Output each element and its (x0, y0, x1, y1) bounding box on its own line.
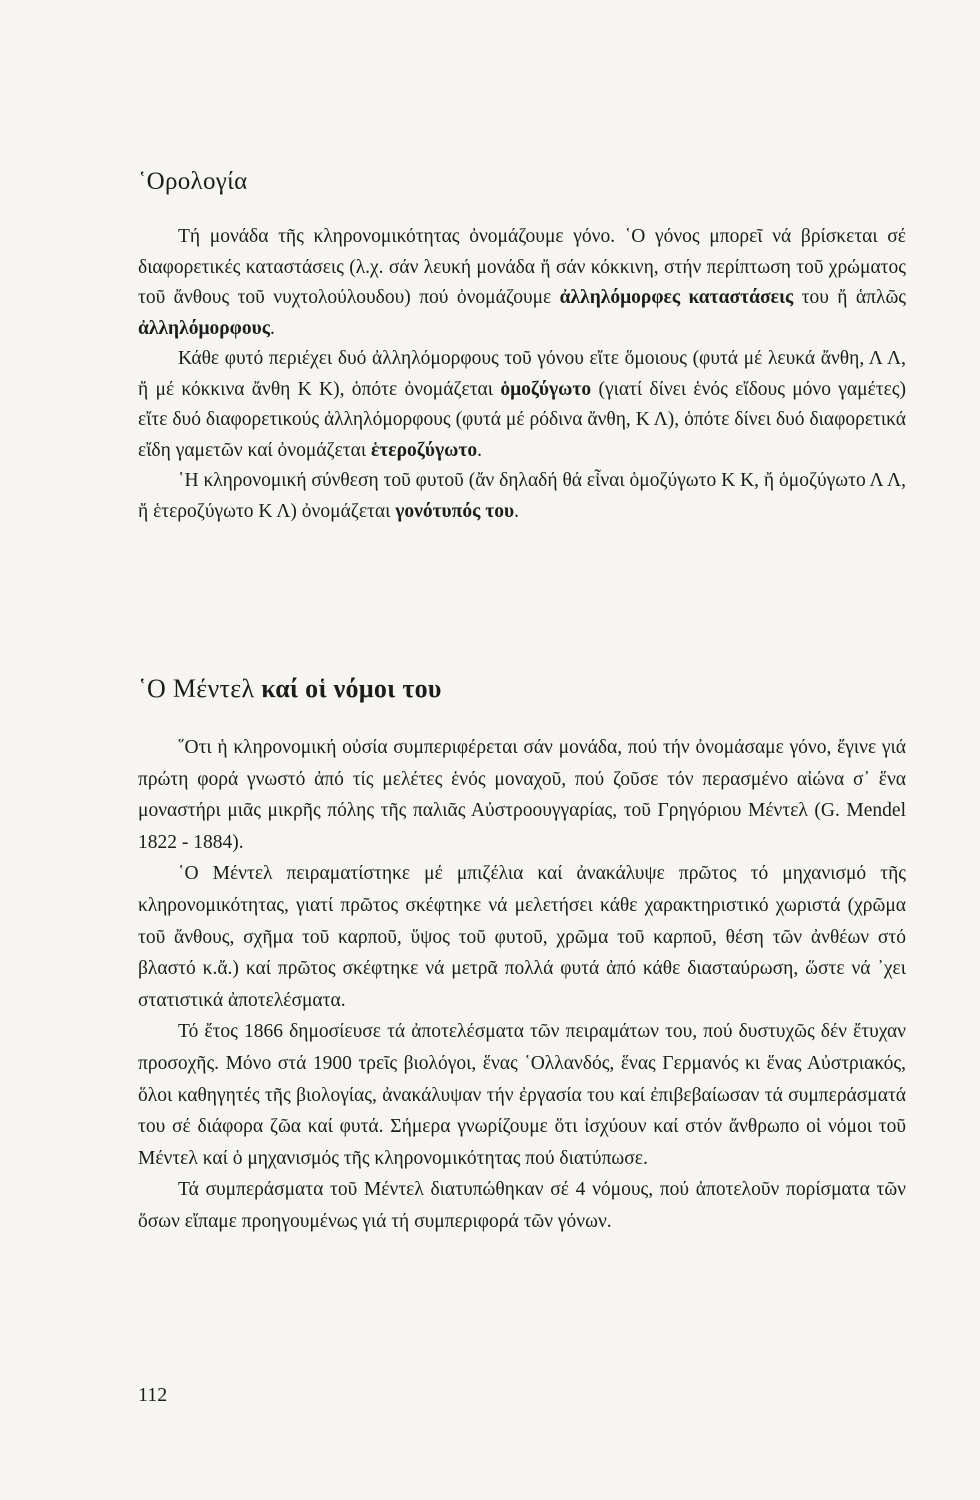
paragraph: Τή μονάδα τῆς κληρονομικότητας ὀνομάζουμε γόνο. ῾Ο γόνος μπορεῖ νά βρίσκεται σέ διαφορετικές καταστάσεις (λ.χ. σάν λευκή μονάδα ἤ σάν κόκκινη, στήν περίπτωση τοῦ χρώματος τοῦ ἄνθους τοῦ νυχτολούλουδου) πού ὀνομάζουμε ἀλληλόμορφες καταστάσεις του ἤ ἁπλῶς ἀλληλόμορφους. (138, 226, 906, 339)
bold-term: γονότυπός του (395, 500, 515, 522)
bold-term: ἑτεροζύγωτο (370, 439, 478, 461)
page-number: 112 (138, 1384, 168, 1406)
section-heading-mendel: ῾Ο Μέντελ καί οἱ νόμοι του (138, 674, 442, 703)
terminology-section (138, 222, 906, 527)
paragraph: Κάθε φυτό περιέχει δυό ἀλληλόμορφους τοῦ γόνου εἴτε ὅμοιους (φυτά μέ λευκά ἄνθη, Λ Λ, ἤ μέ κόκκινα ἄνθη Κ Κ), ὁπότε ὀνομάζεται ὁμοζύγωτο (γιατί δίνει ἑνός εἴδους μόνο γαμέτες) εἴτε δυό διαφορετικούς ἀλληλόμορφους (φυτά μέ ρόδινα ἄνθη, Κ Λ), ὁπότε δίνει δυό διαφορετικά εἴδη γαμετῶν καί ὀνομάζεται ἑτεροζύγωτο. (138, 348, 906, 461)
paragraph: Τό ἔτος 1866 δημοσίευσε τά ἀποτελέσματα τῶν πειραμάτων του, πού δυστυχῶς δέν ἔτυχαν προσοχῆς. Μόνο στά 1900 τρεῖς βιολόγοι, ἕνας ῾Ολλανδός, ἕνας Γερμανός κι ἕνας Αὐστριακός, ὅλοι καθηγητές τῆς βιολογίας, ἀνακάλυψαν τήν ἐργασία του καί ἐπιβεβαίωσαν τά συμπεράσματά του σέ διάφορα ζῶα καί φυτά. Σήμερα γνωρίζουμε ὅτι ἰσχύουν καί στόν ἄνθρωπο οἱ νόμοι τοῦ Μέντελ καί ὁ μηχανισμός τῆς κληρονομικότητας πού διατύπωσε. (138, 1021, 906, 1169)
paragraph: ῾Ο Μέντελ πειραματίστηκε μέ μπιζέλια καί ἀνακάλυψε πρῶτος τό μηχανισμό τῆς κληρονομικότητας, γιατί πρῶτος σκέφτηκε νά μελετήσει κάθε χαρακτηριστικό χωριστά (χρῶμα τοῦ ἄνθους, σχῆμα τοῦ καρποῦ, ὕψος τοῦ φυτοῦ, χρῶμα τοῦ καρποῦ, θέση τῶν ἀνθέων στό βλαστό κ.ἄ.) καί πρῶτος σκέφτηκε νά μετρᾶ πολλά φυτά ἀπό κάθε διασταύρωση, ὥστε νά ᾿χει στατιστικά ἀποτελέσματα. (138, 863, 906, 1011)
bold-term: ἀλληλόμορφους (138, 317, 270, 339)
mendel-section (138, 732, 906, 1238)
section-heading-terminology: ῾Ορολογία (138, 168, 248, 195)
paragraph: ῞Οτι ἡ κληρονομική οὐσία συμπεριφέρεται σάν μονάδα, πού τήν ὀνομάσαμε γόνο, ἔγινε γιά πρώτη φορά γνωστό ἀπό τίς μελέτες ἑνός μοναχοῦ, πού ζοῦσε τόν περασμένο αἰώνα σ᾿ ἕνα μοναστήρι μιᾶς μικρῆς πόλης τῆς παλιᾶς Αὐστροουγγαρίας, τοῦ Γρηγόριου Μέντελ (G. Mendel 1822 - 1884). (138, 737, 906, 853)
bold-term: ἀλληλόμορφες καταστάσεις (559, 287, 794, 308)
paragraph: Τά συμπεράσματα τοῦ Μέντελ διατυπώθηκαν σέ 4 νόμους, πού ἀποτελοῦν πορίσματα τῶν ὅσων εἴπαμε προηγουμένως γιά τή συμπεριφορά τῶν γόνων. (138, 1179, 906, 1232)
paragraph: ῾Η κληρονομική σύνθεση τοῦ φυτοῦ (ἄν δηλαδή θά εἶναι ὁμοζύγωτο Κ Κ, ἤ ὁμοζύγωτο Λ Λ, ἤ ἑτεροζύγωτο Κ Λ) ὀνομάζεται γονότυπός του. (138, 470, 906, 522)
bold-term: ὁμοζύγωτο (500, 378, 592, 400)
